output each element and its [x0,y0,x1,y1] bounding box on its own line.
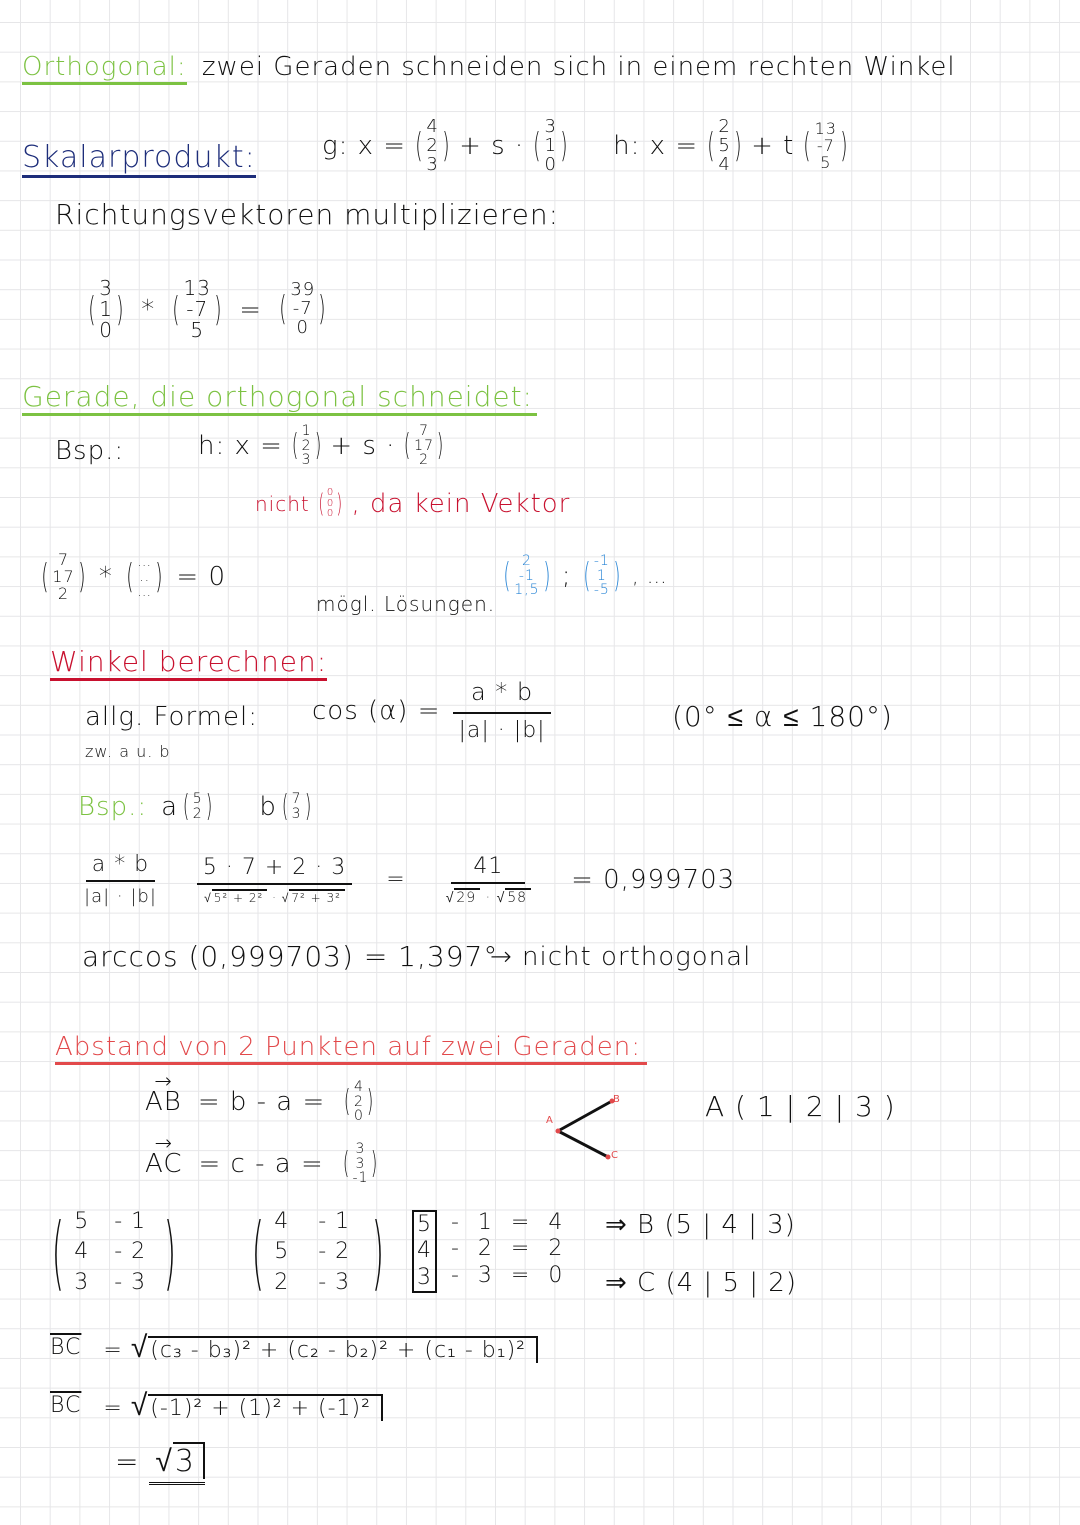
gerade-orthogonal-heading: Gerade, die orthogonal schneidet: [22,380,537,416]
bc-general-formula: (c₃ - b₃)² + (c₂ - b₂)² + (c₁ - b₁)² [148,1336,538,1363]
product-operator: * [141,294,156,325]
solutions: ( 2 -1 1,5 ) ; ( -1 1 -5 ) , … [500,554,668,598]
cos-result: = 0,999703 [571,864,736,895]
direction-product [85,278,329,341]
product-result-vector: ( 39 -7 0 ) [279,279,327,338]
ac-vector: ( 3 3 -1 ) [342,1141,379,1187]
boxed-values: 5 4 3 [412,1210,437,1293]
product-equals: = [239,294,263,325]
boxed-calculation: 5 4 3 - 1 = 4 - 2 = 2 - 3 = 0 [412,1210,563,1293]
conclusion: → nicht orthogonal [490,942,752,972]
angle-diagram-icon [540,1085,640,1165]
g-direction-vector: ( 3 1 0 ) [533,116,568,175]
h-direction-vector: ( 13 -7 5 ) [803,119,849,172]
point-b: ⇒ B (5 | 4 | 3) [605,1210,796,1240]
cos-fraction: $\frac{a * b}{|a| \cdot |b|}$ [453,678,552,743]
skalarprodukt-heading: Skalarprodukt: [22,140,256,178]
eq-left-vector: ( 7 17 2 ) [41,550,86,603]
g-label: g: x = [322,131,407,162]
orthogonal-text: zwei Geraden schneiden sich in einem rechten Winkel [201,52,956,82]
g-support-vector: ( 4 2 3 ) [415,116,450,175]
point-c: ⇒ C (4 | 5 | 2) [605,1268,797,1298]
example-param: + s · [330,431,396,462]
diagram-label-b: B [613,1094,620,1105]
arccos-line: arccos (0,999703) = 1,397° [82,940,499,973]
cos-formula: cos (α) = $\frac{a * b}{|a| \cdot |b|}$ [312,678,552,743]
solution-1-vector: ( 2 -1 1,5 ) [503,553,551,599]
example-line [198,424,447,468]
bc-formula-line: $\overline{BC}$ = √(c₃ - b₃)² + (c₂ - b₂)² + (c₁ - b₁)² [50,1330,538,1365]
bc-result-line: = √3 [115,1442,205,1479]
matrix-c-minus-a: ( 4 - 1 5 - 2 2 - 3 ) [251,1206,385,1299]
ac-label: → AC [145,1149,182,1179]
bc-values-line: $\overline{BC}$ = √(-1)² + (1)² + (-1)² [50,1388,383,1423]
orthogonal-heading: Orthogonal: [22,52,187,85]
bc-label: $\overline{BC}$ [50,1335,82,1360]
winkel-heading: Winkel berechnen: [50,645,327,681]
h-label: h: x = [613,131,699,162]
bc-values: (-1)² + (1)² + (-1)² [148,1394,383,1421]
solutions-label: mögl. Lösungen. [316,592,496,616]
ab-label: → AB [145,1087,182,1117]
diagram-label-a: A [546,1115,553,1126]
matrix-b-minus-a: ( 5 - 1 4 - 2 3 - 3 ) [51,1206,177,1299]
winkel-calculation: $\frac{a * b}{|a| \cdot |b|}$ $\frac{5 \cdot 7 + 2 \cdot 3}{\text{√ 5² + 2² · √ 7² + 3²}}$ = $\frac{41}{√ 29 \cdot √ 58}$ = 0,999703 [78,852,735,907]
step2-fraction: $\frac{41}{√ 29 \cdot √ 58}$ [440,854,537,906]
ac-vector-line: → AC = c - a = ( 3 3 -1 ) [145,1142,381,1186]
bc-result: 3 [173,1442,205,1479]
calc-fraction: $\frac{a * b}{|a| \cdot |b|}$ [84,852,157,907]
abstand-heading: Abstand von 2 Punkten auf zwei Geraden: [55,1032,647,1065]
bc-label-2: $\overline{BC}$ [50,1393,82,1418]
example-support-vector: ( 1 2 3 ) [291,423,322,469]
step1-fraction: $\frac{5 \cdot 7 + 2 \cdot 3}{\text{√ 5² + 2² · √ 7² + 3²}}$ [197,855,352,905]
zero-vector: ( 0 0 0 ) [318,487,343,519]
point-a: A ( 1 | 2 | 3 ) [705,1090,896,1123]
line-equations [322,118,851,175]
vector-a: a ( 5 2 ) [161,789,213,824]
g-param: + s · [459,131,525,162]
formula-label: allg. Formel: [85,702,258,732]
example-direction-vector: ( 7 17 2 ) [404,423,444,469]
product-left-vector: ( 3 1 0 ) [88,276,125,342]
instruction-text: Richtungsvektoren multiplizieren: [55,198,560,231]
winkel-example: Bsp.: a ( 5 2 ) b ( 7 3 ) [78,792,314,822]
vector-b: b ( 7 3 ) [259,789,312,824]
ab-vector: ( 4 2 0 ) [344,1079,374,1125]
h-param: + t [751,131,795,162]
diagram-label-c: C [611,1150,618,1161]
zero-vector-note: nicht ( 0 0 0 ) , da kein Vektor [255,487,571,519]
example-h-label: h: x = [198,431,283,462]
h-support-vector: ( 2 5 4 ) [707,116,742,175]
product-right-vector: ( 13 -7 5 ) [172,276,223,342]
orthogonal-definition [22,52,956,82]
ab-vector-line: → AB = b - a = ( 4 2 0 ) [145,1080,377,1124]
angle-range: (0° ≤ α ≤ 180°) [672,700,893,733]
formula-subtitle: zw. a u. b [85,742,171,761]
eq-unknown-vector: ( … .. … ) [126,554,164,600]
orthogonal-equation: ( 7 17 2 ) * ( … .. … ) = 0 [38,552,226,602]
solution-2-vector: ( -1 1 -5 ) [582,553,621,599]
bsp-label: Bsp.: [55,436,125,466]
